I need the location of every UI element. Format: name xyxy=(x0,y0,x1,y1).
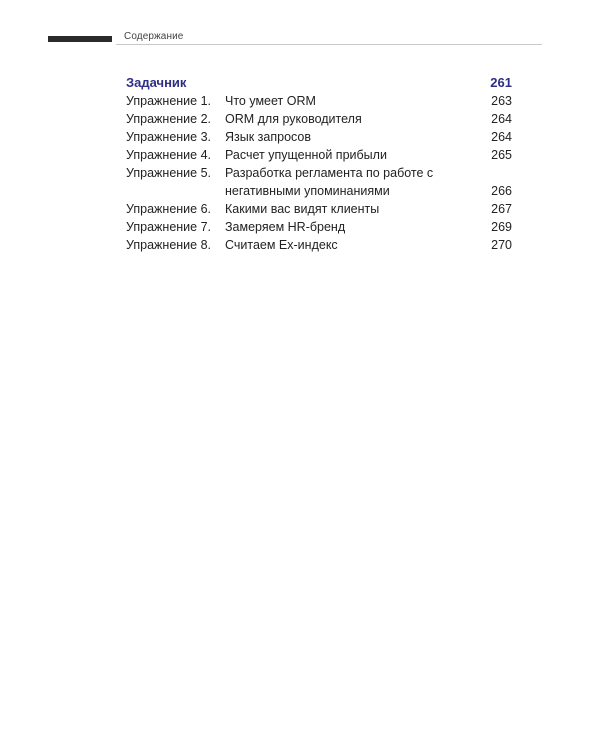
exercise-label: Упражнение 3. xyxy=(126,130,212,144)
exercise-title: Что умеет ORM xyxy=(225,94,316,108)
table-of-contents xyxy=(126,74,512,254)
exercise-label: Упражнение 1. xyxy=(126,94,212,108)
exercise-label: Упражнение 8. xyxy=(126,238,212,252)
header-bar xyxy=(48,36,112,42)
toc-entry-3[interactable] xyxy=(126,128,512,146)
exercise-label: Упражнение 2. xyxy=(126,112,212,126)
running-header-title: Содержание xyxy=(124,31,184,42)
exercise-title: Какими вас видят клиенты xyxy=(225,202,380,216)
toc-entry-2[interactable] xyxy=(126,110,512,128)
exercise-label: Упражнение 5. xyxy=(126,166,212,180)
exercise-label: Упражнение 4. xyxy=(126,148,212,162)
header-divider xyxy=(116,44,542,45)
exercise-title: Замеряем HR-бренд xyxy=(225,220,346,234)
exercise-page-number: 265 xyxy=(491,148,512,162)
exercise-page-number: 263 xyxy=(491,94,512,108)
exercise-page-number: 269 xyxy=(491,220,512,234)
exercise-label: Упражнение 6. xyxy=(126,202,212,216)
exercise-title: Разработка регламента по работе с негативными упоминаниями xyxy=(225,166,434,198)
exercise-title: Язык запросов xyxy=(225,130,312,144)
exercise-page-number: 264 xyxy=(491,112,512,126)
toc-section-row[interactable] xyxy=(126,74,512,92)
section-title: Задачник xyxy=(126,75,187,90)
toc-entry-5[interactable] xyxy=(126,164,512,200)
exercise-title: Расчет упущенной прибыли xyxy=(225,148,387,162)
toc-entry-4[interactable] xyxy=(126,146,512,164)
exercise-page-number: 266 xyxy=(491,184,512,198)
exercise-page-number: 267 xyxy=(491,202,512,216)
exercise-title: Считаем Ех-индекс xyxy=(225,238,338,252)
exercise-title: ORM для руководителя xyxy=(225,112,362,126)
toc-entry-1[interactable] xyxy=(126,92,512,110)
toc-entry-8[interactable] xyxy=(126,236,512,254)
toc-entry-6[interactable] xyxy=(126,200,512,218)
exercise-label: Упражнение 7. xyxy=(126,220,212,234)
toc-entry-7[interactable] xyxy=(126,218,512,236)
section-page-number: 261 xyxy=(490,75,512,90)
exercise-page-number: 270 xyxy=(491,238,512,252)
exercise-page-number: 264 xyxy=(491,130,512,144)
